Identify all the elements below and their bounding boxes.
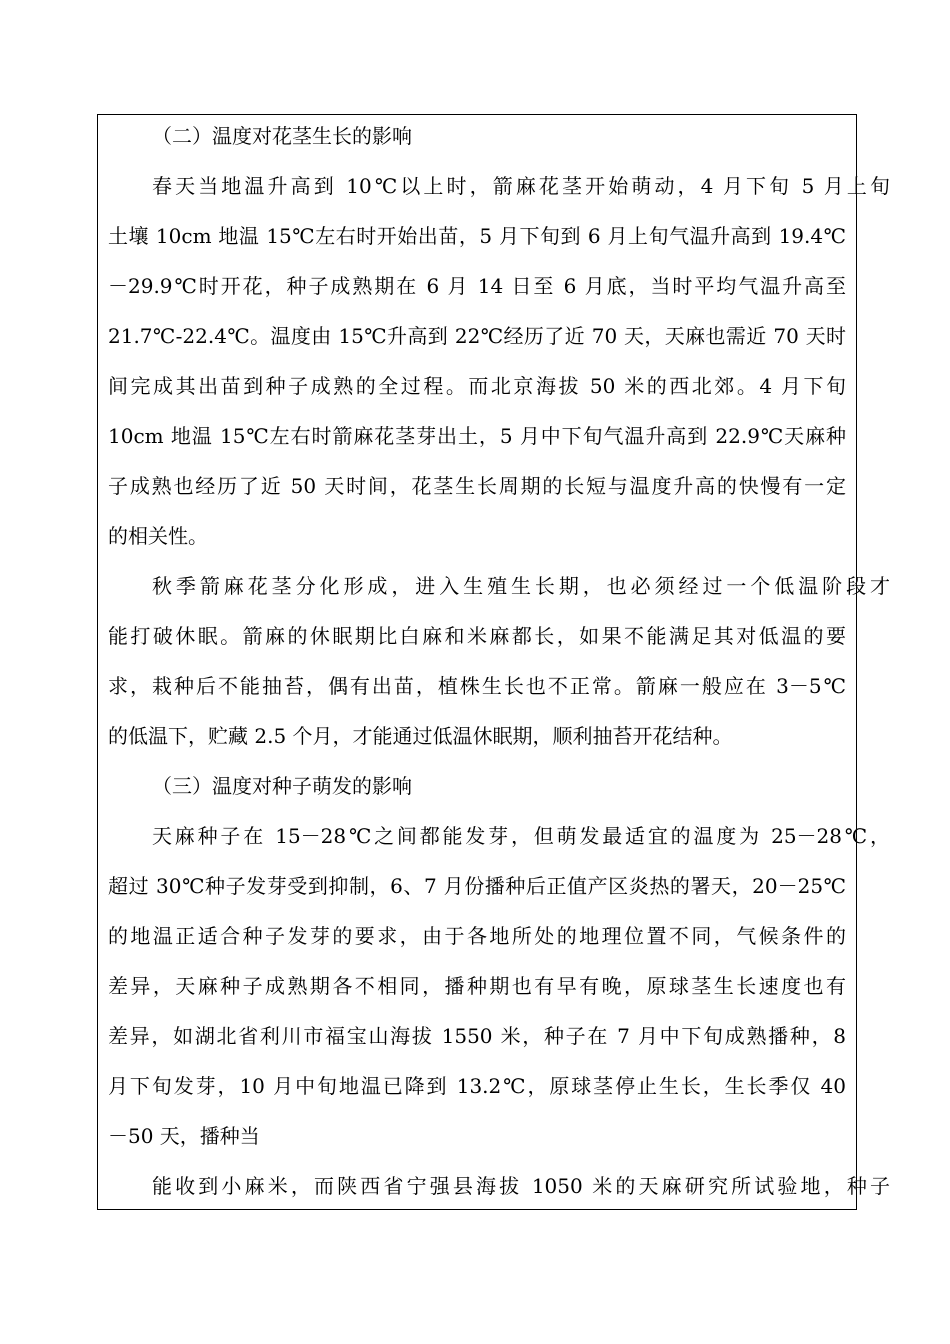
- paragraph-line: 月下旬发芽，10 月中旬地温已降到 13.2℃，原球茎停止生长，生长季仅 40: [108, 1074, 846, 1098]
- paragraph-line: 21.7℃-22.4℃。温度由 15℃升高到 22℃经历了近 70 天，天麻也需近 70 天时: [108, 324, 846, 348]
- paragraph-line: 差异，如湖北省利川市福宝山海拔 1550 米，种子在 7 月中下旬成熟播种，8: [108, 1024, 846, 1048]
- paragraph-line: 子成熟也经历了近 50 天时间，花茎生长周期的长短与温度升高的快慢有一定: [108, 474, 846, 498]
- document-frame: [97, 114, 890, 1210]
- section-heading: （三）温度对种子萌发的影响: [152, 774, 412, 798]
- paragraph-line: 超过 30℃种子发芽受到抑制，6、7 月份播种后正值产区炎热的署天，20－25℃: [108, 874, 846, 898]
- paragraph-line: 间完成其出苗到种子成熟的全过程。而北京海拔 50 米的西北郊。4 月下旬: [108, 374, 846, 398]
- paragraph-line: －50 天，播种当: [108, 1124, 260, 1148]
- paragraph-line: －29.9℃时开花，种子成熟期在 6 月 14 日至 6 月底，当时平均气温升高至: [108, 274, 846, 298]
- paragraph-line: 能收到小麻米，而陕西省宁强县海拔 1050 米的天麻研究所试验地，种子: [152, 1174, 890, 1198]
- paragraph-line: 的低温下，贮藏 2.5 个月，才能通过低温休眠期，顺利抽苔开花结种。: [108, 724, 733, 748]
- paragraph-line: 土壤 10cm 地温 15℃左右时开始出苗，5 月下旬到 6 月上旬气温升高到 19.4℃: [108, 224, 846, 248]
- paragraph-line: 求，栽种后不能抽苔，偶有出苗，植株生长也不正常。箭麻一般应在 3－5℃: [108, 674, 846, 698]
- paragraph-line: 10cm 地温 15℃左右时箭麻花茎芽出土，5 月中下旬气温升高到 22.9℃天麻种: [108, 424, 846, 448]
- paragraph-line: 的地温正适合种子发芽的要求，由于各地所处的地理位置不同，气候条件的: [108, 924, 846, 948]
- section-heading: （二）温度对花茎生长的影响: [152, 124, 412, 148]
- paragraph-line: 能打破休眠。箭麻的休眠期比白麻和米麻都长，如果不能满足其对低温的要: [108, 624, 846, 648]
- paragraph-line: 天麻种子在 15－28℃之间都能发芽，但萌发最适宜的温度为 25－28℃，: [152, 824, 890, 848]
- paragraph-line: 春天当地温升高到 10℃以上时，箭麻花茎开始萌动，4 月下旬 5 月上旬: [152, 174, 890, 198]
- paragraph-line: 的相关性。: [108, 524, 208, 548]
- paragraph-line: 秋季箭麻花茎分化形成，进入生殖生长期，也必须经过一个低温阶段才: [152, 574, 890, 598]
- paragraph-line: 差异，天麻种子成熟期各不相同，播种期也有早有晚，原球茎生长速度也有: [108, 974, 846, 998]
